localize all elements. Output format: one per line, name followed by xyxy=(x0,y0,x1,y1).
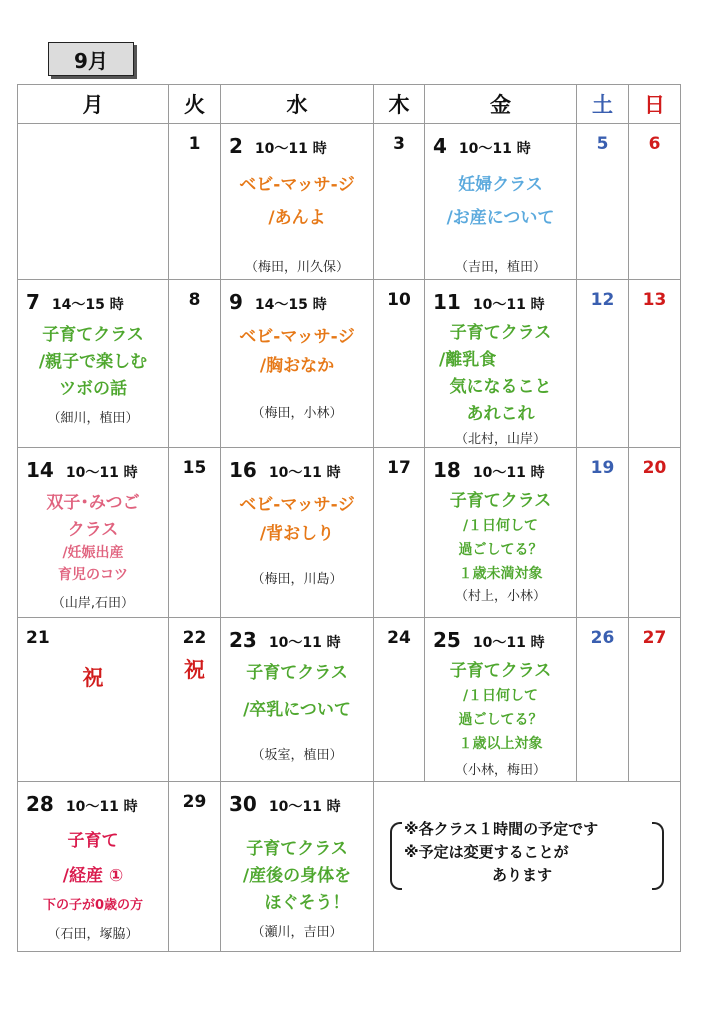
weekday-sat: 土 xyxy=(577,85,629,124)
class-topic: /お産について xyxy=(446,208,555,228)
class-topic: １歳未満対象 xyxy=(458,566,543,582)
day-number: 5 xyxy=(596,134,609,154)
day-cell-14 xyxy=(18,448,169,618)
day-number: 23 xyxy=(229,628,257,652)
day-cell-11 xyxy=(425,280,577,448)
class-time: 10〜11 時 xyxy=(254,141,327,157)
day-cell-21 xyxy=(18,618,169,782)
class-topic: 育児のコツ xyxy=(58,567,128,583)
day-number: 4 xyxy=(433,134,447,158)
class-time: 10〜11 時 xyxy=(472,635,545,651)
weekday-mon: 月 xyxy=(18,85,169,124)
class-title: ベビ-マッサ-ジ xyxy=(239,495,355,515)
day-number: 22 xyxy=(182,628,207,648)
class-topic: /妊娠出産 xyxy=(62,545,124,561)
class-topic: /あんよ xyxy=(268,208,326,228)
day-number: 18 xyxy=(433,458,461,482)
day-cell-25 xyxy=(425,618,577,782)
day-number: 13 xyxy=(642,290,667,310)
day-number: 26 xyxy=(590,628,615,648)
notes-box xyxy=(390,822,664,886)
day-cell-10 xyxy=(374,280,425,448)
staff-names: （瀬川，吉田） xyxy=(251,925,343,940)
day-cell-empty xyxy=(18,124,169,280)
class-time: 10〜11 時 xyxy=(472,465,545,481)
day-cell-20 xyxy=(629,448,681,618)
weekday-thu: 木 xyxy=(374,85,425,124)
staff-names: （北村，山岸） xyxy=(454,432,546,447)
holiday-label: 祝 xyxy=(82,666,104,690)
class-topic: /１日何して xyxy=(462,688,539,704)
day-cell-6 xyxy=(629,124,681,280)
class-topic: /経産 ① xyxy=(62,866,124,886)
staff-names: （石田，塚脇） xyxy=(47,927,139,942)
class-title: 子育てクラス xyxy=(246,663,348,683)
notes-cell xyxy=(374,782,681,952)
class-topic: 過ごしてる？ xyxy=(458,542,543,558)
holiday-label: 祝 xyxy=(184,658,205,682)
staff-names: （村上，小林） xyxy=(454,589,546,604)
class-time: 10〜11 時 xyxy=(268,799,341,815)
day-number: 8 xyxy=(188,290,201,310)
class-topic: /親子で楽しむ xyxy=(38,352,148,372)
day-cell-22 xyxy=(169,618,221,782)
day-number: 28 xyxy=(26,792,54,816)
day-cell-29 xyxy=(169,782,221,952)
right-bracket xyxy=(652,822,664,890)
day-number: 2 xyxy=(229,134,243,158)
class-target: 下の子が0歳の方 xyxy=(42,898,144,913)
staff-names: （小林，梅田） xyxy=(454,763,546,778)
staff-names: （梅田，小林） xyxy=(251,406,343,421)
staff-names: （坂室，植田） xyxy=(251,748,343,763)
note-line-3: あります xyxy=(492,866,553,884)
day-number: 10 xyxy=(387,290,411,310)
staff-names: （梅田，川久保） xyxy=(244,260,349,275)
day-number: 9 xyxy=(229,290,243,314)
day-number: 11 xyxy=(433,290,461,314)
class-title: 子育てクラス xyxy=(449,491,552,511)
class-title: クラス xyxy=(67,520,119,540)
note-line-1: ※各クラス１時間の予定です xyxy=(404,820,599,838)
day-number: 24 xyxy=(387,628,411,648)
weekday-wed: 水 xyxy=(221,85,374,124)
day-cell-26 xyxy=(577,618,629,782)
day-cell-8 xyxy=(169,280,221,448)
day-number: 20 xyxy=(642,458,667,478)
left-bracket xyxy=(390,822,402,890)
day-cell-24 xyxy=(374,618,425,782)
class-time: 10〜11 時 xyxy=(268,635,341,651)
calendar-table xyxy=(17,84,681,952)
class-time: 10〜11 時 xyxy=(65,799,138,815)
class-topic: 気になること xyxy=(449,377,552,397)
class-title: 子育てクラス xyxy=(449,661,552,681)
weekday-tue: 火 xyxy=(169,85,221,124)
week-row-5 xyxy=(18,782,681,952)
class-title: 妊婦クラス xyxy=(458,175,543,195)
day-number: 12 xyxy=(590,290,615,310)
weekday-sun: 日 xyxy=(629,85,681,124)
weekday-header-row xyxy=(18,85,681,124)
day-number: 21 xyxy=(26,628,50,648)
day-number: 3 xyxy=(393,134,405,154)
staff-names: （吉田，植田） xyxy=(454,260,546,275)
staff-names: （細川，植田） xyxy=(47,411,139,426)
day-cell-27 xyxy=(629,618,681,782)
class-topic: １歳以上対象 xyxy=(458,736,543,752)
day-number: 25 xyxy=(433,628,461,652)
day-cell-28 xyxy=(18,782,169,952)
class-topic: /産後の身体を xyxy=(242,866,352,886)
day-cell-17 xyxy=(374,448,425,618)
day-cell-18 xyxy=(425,448,577,618)
day-number: 6 xyxy=(648,134,661,154)
day-cell-23 xyxy=(221,618,374,782)
class-title: 双子･みつご xyxy=(46,493,140,513)
day-cell-19 xyxy=(577,448,629,618)
week-row-3 xyxy=(18,448,681,618)
class-topic: ツボの話 xyxy=(59,379,127,399)
day-cell-12 xyxy=(577,280,629,448)
week-row-1 xyxy=(18,124,681,280)
day-number: 19 xyxy=(590,458,615,478)
week-row-2 xyxy=(18,280,681,448)
week-row-4 xyxy=(18,618,681,782)
class-title: 子育てクラス xyxy=(42,325,144,345)
day-number: 1 xyxy=(188,134,201,154)
class-topic: あれこれ xyxy=(466,404,535,424)
class-topic: /胸おなか xyxy=(259,356,335,376)
day-cell-15 xyxy=(169,448,221,618)
class-time: 14〜15 時 xyxy=(254,297,327,313)
class-time: 10〜11 時 xyxy=(458,141,531,157)
day-number: 7 xyxy=(26,290,40,314)
class-title: ベビ-マッサ-ジ xyxy=(239,327,355,347)
class-time: 10〜11 時 xyxy=(65,465,138,481)
class-topic: /離乳食 xyxy=(439,350,497,370)
class-topic: /卒乳について xyxy=(243,700,351,720)
class-time: 10〜11 時 xyxy=(472,297,545,313)
day-number: 14 xyxy=(26,458,54,482)
class-time: 14〜15 時 xyxy=(51,297,124,313)
class-time: 10〜11 時 xyxy=(268,465,341,481)
class-title: 子育て xyxy=(67,831,119,851)
staff-names: （山岸,石田） xyxy=(51,596,135,611)
day-cell-7 xyxy=(18,280,169,448)
day-cell-5 xyxy=(577,124,629,280)
day-cell-1 xyxy=(169,124,221,280)
staff-names: （梅田，川島） xyxy=(251,572,343,587)
class-topic: /１日何して xyxy=(462,518,539,534)
weekday-fri: 金 xyxy=(425,85,577,124)
day-number: 17 xyxy=(387,458,411,478)
note-line-2: ※予定は変更することが xyxy=(404,843,569,861)
class-topic: 過ごしてる？ xyxy=(458,712,543,728)
day-number: 30 xyxy=(229,792,257,816)
day-number: 16 xyxy=(229,458,257,482)
day-cell-9 xyxy=(221,280,374,448)
day-cell-3 xyxy=(374,124,425,280)
month-label: 9月 xyxy=(48,42,134,76)
day-number: 27 xyxy=(642,628,667,648)
day-cell-30 xyxy=(221,782,374,952)
day-number: 15 xyxy=(182,458,207,478)
class-title: 子育てクラス xyxy=(246,839,348,859)
day-cell-13 xyxy=(629,280,681,448)
day-cell-16 xyxy=(221,448,374,618)
day-cell-4 xyxy=(425,124,577,280)
class-title: ベビ-マッサ-ジ xyxy=(239,175,355,195)
class-topic: ほぐそう！ xyxy=(264,893,350,913)
class-topic: /背おしり xyxy=(259,524,335,544)
class-title: 子育てクラス xyxy=(449,323,552,343)
day-number: 29 xyxy=(182,792,207,812)
day-cell-2 xyxy=(221,124,374,280)
